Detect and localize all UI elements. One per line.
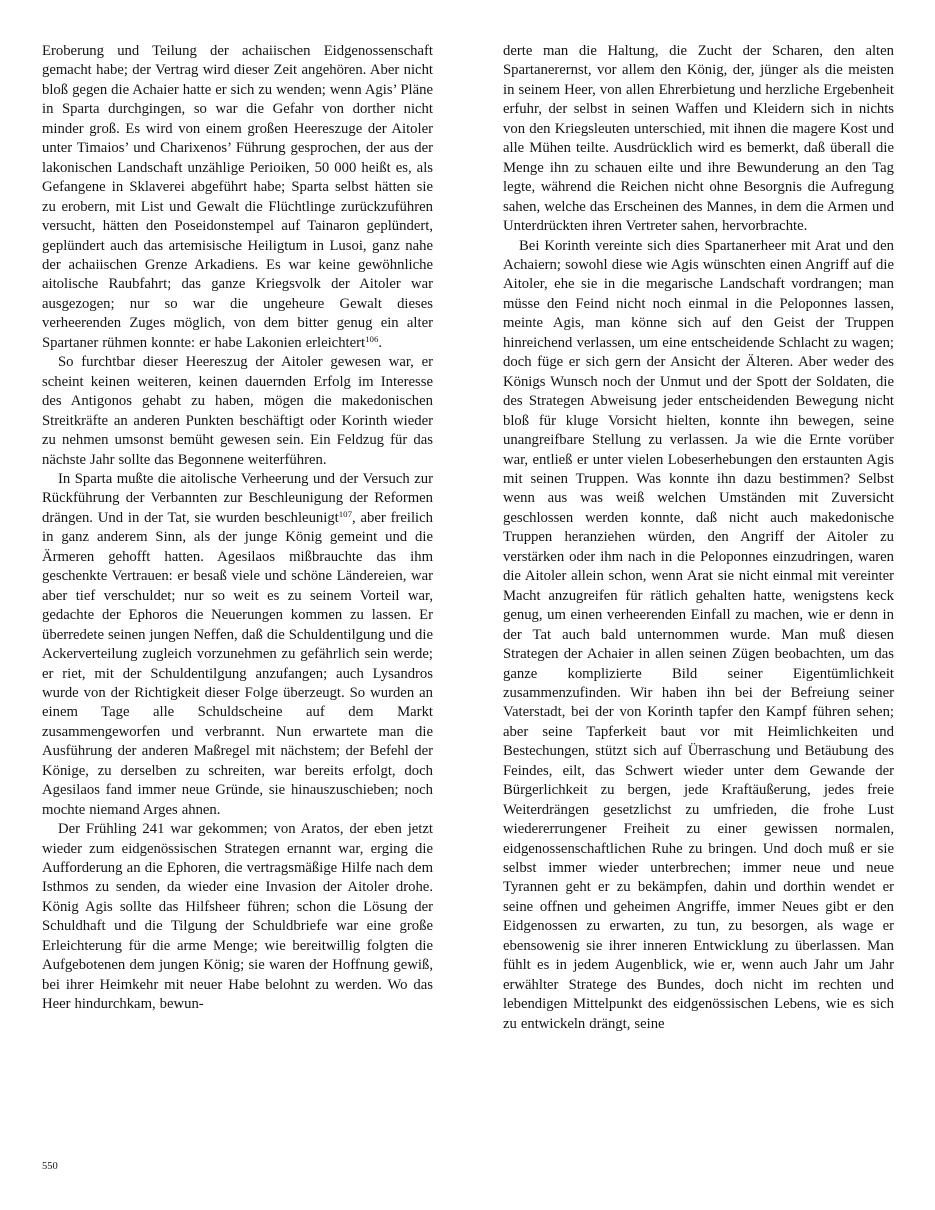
text-run: Bei Korinth vereinte sich dies Spartanerheer mit Arat und den Achaiern; sowohl diese wie Agis wünschten einen Angriff auf die Aitoler, ehe sie in die megarische Landschaft vordrangen; man müsse den Feind nicht noch einmal in die Peloponnes lassen, meinte Agis, man könne sich auf den Geist der Truppen hinreichend verlassen, um eine entscheidende Schlacht zu wagen; doch füge er sich gern der Ansicht der Älteren. Aber weder des Königs Wunsch noch der Unmut und der Spott der Soldaten, die des Strategen Abweisung jeder entscheidenden Bewegung nicht bloß für kluge Vorsicht hielten, konnte ihn bewegen, seine unangreifbare Stellung zu verlassen. Ja wie die Ernte vorüber war, entließ er unter vielen Lobeserhebungen den erstaunten Agis mit seinen Truppen. Was konnte ihn dazu bestimmen? Selbst wenn aus was weiß welchen Umständen mit Zuversicht geschlossen werden konnte, daß nicht auch makedonische Truppen heranziehen würden, den Angriff der Aitoler zu verstärken oder ihm nach in die Peloponnes einzudringen, waren die Aitoler allein schon, wenn Arat sie nicht einmal mit vereinter Macht anzugreifen für rätlich gehalten hatte, wenigstens keck genug, um einen verheerenden Einfall zu machen, wie er denn in der Tat auch bald unternommen wurde. Man muß diesen Strategen der Achaier in allen seinen Zügen beobachten, um das ganze komplizierte Bild seiner Eigentümlichkeit zusammenzufinden. Wir haben ihn bei der Befreiung seiner Vaterstadt, bei der von Korinth tapfer den Kampf führen sehen; aber seine Tapferkeit baut vor mit Heimlichkeiten und Bestechungen, stützt sich auf Überraschung und Betäubung des Feindes, eilt, das Schwert wieder unter dem Gewande der Bürgerlichkeit zu bergen, jede Kraftäußerung, jedes freie Weiterdrängen gesetzlichst zu umfrieden, die frohe Lust wiedererrungener Freiheit zu einer gewissen normalen, eidgenossenschaftlichen Ruhe zu bringen. Und doch muß er sie selbst immer wieder unterbrechen; immer neue und neue Tyrannen geht er zu bekämpfen, dahin und dorthin wendet er seine offnen und geheimen Angriffe, immer Neues gibt er den Eidgenossen zu erwarten, zu tun, zu besorgen, als wage er ebensowenig sie ihrer inneren Entwicklung zu überlassen. Man fühlt es in jedem Augenblick, wie er, wenn auch Jahr um Jahr erwählter Stratege des Bundes, doch nicht im rechten und lebendigen Mittelpunkt des eidgenössischen Lebens, wie es sich zu entwickeln drängt, seine: [503, 237, 894, 1032]
page-number: 550: [42, 1161, 58, 1172]
paragraph: [503, 237, 894, 1035]
paragraph: [42, 470, 433, 820]
text-run: .: [378, 334, 383, 351]
text-run: In Sparta mußte die aitolische Verheerung und der Versuch zur Rückführung der Verbannten zur Beschleunigung der Reformen drängen. Und in der Tat, sie wurden beschleunigt: [42, 470, 433, 526]
text-run: derte man die Haltung, die Zucht der Scharen, den alten Spartanerernst, vor allem den König, der, jünger als die meisten in seinem Heer, von allen Ehrerbietung und herzliche Ergebenheit erfuhr, der selbst in seinen Waffen und Kleidern sich in nichts von den Kriegsleuten unterschied, mit ihnen die magere Kost und alle Mühen teilte. Ausdrücklich wird es bemerkt, daß überall die Menge ihn zu schauen eilte und ihre Bewunderung an den Tag legte, während die Reichen nicht ohne Besorgnis die Aufregung sahen, welche das Erscheinen des Mannes, in dem die Armen und Unterdrückten ihren Vertreter sahen, hervorbrachte.: [503, 43, 894, 235]
footnote-marker: 107: [338, 509, 352, 520]
paragraph: [503, 42, 894, 237]
text-columns: [42, 42, 894, 1034]
text-column-right: [503, 42, 894, 1034]
paragraph: [42, 42, 433, 353]
paragraph: [42, 353, 433, 470]
text-run: Der Frühling 241 war gekommen; von Aratos, der eben jetzt wieder zum eidgenössischen Strategen ernannt war, erging die Aufforderung an die Ephoren, die vertragsmäßige Hilfe nach dem Isthmos zu senden, da wieder eine Invasion der Aitoler drohe. König Agis sollte das Hilfsheer führen; schon die Lösung der Schuldhaft und die Tilgung der Schuldbriefe war eine große Erleichterung für die arme Menge; wie bereitwillig folgten die Aufgebotenen dem jungen König; sie waren der Hoffnung gewiß, bei ihrer Heimkehr mit neuer Habe belohnt zu werden. Wo das Heer hindurchkam, bewun-: [42, 821, 433, 1013]
paragraph: [42, 820, 433, 1015]
footnote-marker: 106: [365, 334, 379, 345]
text-column-left: [42, 42, 433, 1034]
text-run: , aber freilich in ganz anderem Sinn, als der junge König gemeint und die Ärmeren gehofft hatten. Agesilaos mißbrauchte das ihm geschenkte Vertrauen: er besaß viele und schöne Ländereien, war aber tief verschuldet; nur so weit es zu seinem Vorteil war, gedachte der Ephoros die Neuerungen kommen zu lassen. Er überredete seinen jungen Neffen, daß die Schuldentilgung und die Ackerverteilung zugleich vorzunehmen zu gefährlich sein werde; er riet, mit der Schuldentilgung anzufangen; auch Lysandros wurde von der Richtigkeit dieser Folge überzeugt. So wurden an einem Tage alle Schuldscheine auf dem Markt zusammengeworfen und verbrannt. Nun erwartete man die Ausführung der anderen Maßregel mit nächstem; der Befehl der Könige, zu derselben zu schreiten, war bereits erfolgt, doch Agesilaos fand immer neue Gründe, sie hinauszuschieben; noch mochte niemand Arges ahnen.: [42, 509, 433, 818]
text-run: Eroberung und Teilung der achaiischen Eidgenossenschaft gemacht habe; der Vertrag wird dieser Zeit angehören. Aber nicht bloß gegen die Achaier hatte er sich zu wenden; wenn Agis’ Pläne in Sparta durchgingen, so war die Gefahr von dorther nicht minder groß. Es wird von einem großen Heereszuge der Aitoler unter Timaios’ und Charixenos’ Führung gesprochen, der aus der lakonischen Landschaft unzählige Perioiken, 50 000 heißt es, als Gefangene in Sklaverei abgeführt habe; Sparta selbst hätten sie zu erobern, mit List und Gewalt die Flüchtlinge zurückzuführen versucht, hätten den Poseidonstempel auf Tainaron geplündert, geplündert auch das artemisische Heiligtum in Lusoi, ganz nahe der achaiischen Grenze Arkadiens. Es war keine gewöhnliche aitolische Raubfahrt; das ganze Kriegsvolk der Aitoler war ausgezogen; nur so war die ungeheure Gewalt dieses verheerenden Zuges möglich, von dem bitter genug ein alter Spartaner rühmen konnte: er habe Lakonien erleichtert: [42, 43, 433, 351]
text-run: So furchtbar dieser Heereszug der Aitoler gewesen war, er scheint keinen weiteren, keinen dauernden Erfolg im Interesse des Antigonos gehabt zu haben, mögen die makedonischen Streitkräfte an anderen Punkten beschäftigt oder Korinth wieder zu nehmen umsonst bemüht gewesen sein. Ein Feldzug für das nächste Jahr sollte das Begonnene weiterführen.: [42, 354, 433, 468]
